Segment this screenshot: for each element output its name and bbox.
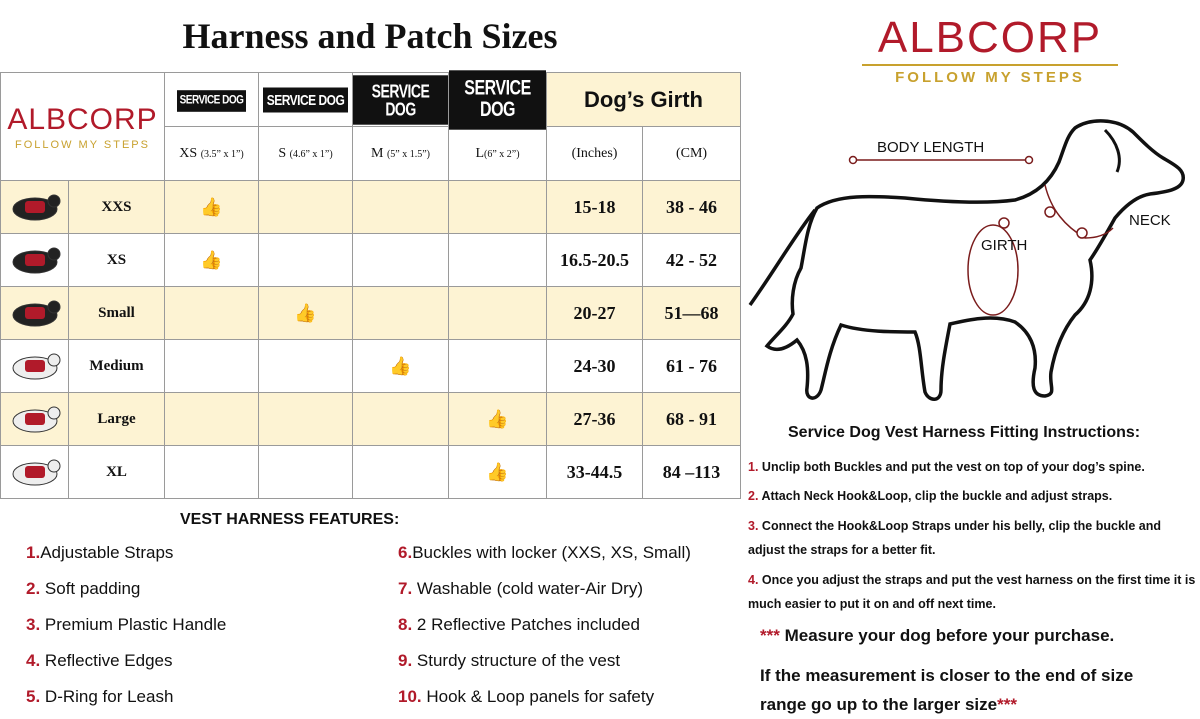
- measure-warning: [760, 626, 1114, 646]
- table-row: [1, 287, 741, 340]
- instructions-title: Service Dog Vest Harness Fitting Instructions:: [788, 424, 1141, 441]
- body-length-label: BODY LENGTH: [877, 139, 985, 156]
- feature-number: 4.: [26, 651, 41, 670]
- girth-ring: [999, 218, 1009, 228]
- girth-inches: 33-44.5: [547, 446, 643, 499]
- patch-empty-cell: [353, 181, 449, 234]
- feature-item: [26, 615, 226, 635]
- table-logo-name: ALBCORP: [7, 102, 158, 136]
- step-number: 2.: [748, 489, 759, 503]
- brand-logo: [860, 12, 1120, 86]
- instruction-step: [748, 514, 1198, 562]
- unit-cm: (CM): [643, 127, 741, 181]
- patch-empty-cell: [449, 287, 547, 340]
- size-label: XL: [69, 446, 165, 499]
- harness-thumbnail-image: [7, 187, 63, 227]
- brand-name: ALBCORP: [877, 13, 1103, 62]
- girth-cm: 68 - 91: [643, 393, 741, 446]
- dog-thumbnail: [1, 234, 69, 287]
- patch-fit-cell: [449, 446, 547, 499]
- patch-empty-cell: [259, 340, 353, 393]
- instruction-step: [748, 568, 1198, 616]
- girth-inches: 24-30: [547, 340, 643, 393]
- brand-tagline: FOLLOW MY STEPS: [895, 69, 1085, 86]
- instruction-step: [748, 455, 1198, 479]
- table-row: [1, 446, 741, 499]
- feature-text: Premium Plastic Handle: [40, 615, 227, 634]
- size-label: Small: [69, 287, 165, 340]
- feature-text: Adjustable Straps: [40, 543, 174, 562]
- patch-empty-cell: [165, 287, 259, 340]
- harness-thumbnail-image: [7, 346, 63, 386]
- girth-cm: 42 - 52: [643, 234, 741, 287]
- patch-fit-cell: [165, 234, 259, 287]
- girth-inches: 15-18: [547, 181, 643, 234]
- col-xs-name: XS: [179, 145, 198, 161]
- dog-thumbnail: [1, 287, 69, 340]
- feature-text: D-Ring for Leash: [40, 687, 174, 706]
- feature-item: [398, 579, 643, 599]
- feature-number: 10.: [398, 687, 422, 706]
- size-label: Large: [69, 393, 165, 446]
- thumbs-up-icon: 👍: [200, 249, 223, 270]
- patch-empty-cell: [259, 393, 353, 446]
- body-length-start-ring: [850, 157, 857, 164]
- patch-l: [449, 73, 547, 127]
- dog-ear: [1105, 130, 1119, 172]
- size-table: [0, 72, 741, 499]
- col-s-dims: (4.6” x 1”): [289, 148, 333, 160]
- thumbs-up-icon: 👍: [389, 355, 412, 376]
- harness-thumbnail-image: [7, 452, 63, 492]
- col-l-dims: (6” x 2”): [484, 148, 520, 160]
- feature-item: [398, 651, 620, 671]
- feature-number: 8.: [398, 615, 413, 634]
- thumbs-up-icon: 👍: [294, 302, 317, 323]
- patch-fit-cell: [449, 393, 547, 446]
- feature-number: 2.: [26, 579, 41, 598]
- feature-text: Soft padding: [40, 579, 141, 598]
- col-s-header: [259, 127, 353, 181]
- patch-empty-cell: [165, 446, 259, 499]
- patch-s: [259, 73, 353, 127]
- note-stars: ***: [997, 695, 1017, 714]
- neck-ring-2: [1077, 228, 1087, 238]
- feature-text: Reflective Edges: [40, 651, 173, 670]
- dog-thumbnail: [1, 446, 69, 499]
- feature-item: [26, 543, 173, 563]
- thumbs-up-icon: 👍: [486, 461, 509, 482]
- feature-number: 1.: [26, 543, 41, 562]
- table-row: [1, 181, 741, 234]
- feature-item: [26, 579, 140, 599]
- feature-number: 9.: [398, 651, 413, 670]
- neck-ring-1: [1045, 207, 1055, 217]
- patch-empty-cell: [353, 287, 449, 340]
- feature-item: [398, 687, 654, 707]
- patch-m: [353, 73, 449, 127]
- dog-thumbnail: [1, 181, 69, 234]
- dog-outline: [767, 121, 1183, 399]
- col-xs-header: [165, 127, 259, 181]
- warning-stars: ***: [760, 626, 780, 645]
- patch-fit-cell: [259, 287, 353, 340]
- col-m-dims: (5” x 1.5”): [386, 148, 431, 160]
- patch-empty-cell: [353, 446, 449, 499]
- patch-m-label: SERVICE DOG: [353, 75, 448, 124]
- col-m-header: [353, 127, 449, 181]
- feature-number: 6.: [398, 543, 413, 562]
- step-number: 1.: [748, 460, 759, 474]
- step-number: 3.: [748, 519, 759, 533]
- dog-measurement-diagram: [745, 110, 1200, 415]
- unit-inches: (Inches): [547, 127, 643, 181]
- patch-xs: [165, 73, 259, 127]
- table-row: [1, 234, 741, 287]
- features-title: VEST HARNESS FEATURES:: [180, 511, 400, 528]
- table-title: Harness and Patch Sizes: [182, 16, 558, 56]
- col-l-name: L: [475, 145, 485, 161]
- patch-l-label: SERVICE DOG: [449, 70, 546, 129]
- patch-empty-cell: [449, 181, 547, 234]
- step-text: Attach Neck Hook&Loop, clip the buckle and adjust straps.: [758, 489, 1113, 503]
- feature-number: 3.: [26, 615, 41, 634]
- col-xs-dims: (3.5” x 1”): [200, 148, 244, 160]
- patch-empty-cell: [259, 446, 353, 499]
- girth-cm: 51—68: [643, 287, 741, 340]
- feature-text: Hook & Loop panels for safety: [421, 687, 655, 706]
- note-text: If the measurement is closer to the end of size range go up to the larger size: [760, 666, 1134, 714]
- harness-thumbnail-image: [7, 293, 63, 333]
- feature-text: Washable (cold water-Air Dry): [412, 579, 643, 598]
- table-logo-tagline: FOLLOW MY STEPS: [15, 138, 150, 151]
- harness-thumbnail-image: [7, 399, 63, 439]
- step-text: Unclip both Buckles and put the vest on top of your dog’s spine.: [758, 460, 1145, 474]
- feature-text: Sturdy structure of the vest: [412, 651, 621, 670]
- dog-thumbnail: [1, 393, 69, 446]
- patch-xs-label: SERVICE DOG: [177, 90, 247, 112]
- feature-number: 5.: [26, 687, 41, 706]
- patch-empty-cell: [259, 181, 353, 234]
- girth-label: GIRTH: [981, 237, 1028, 254]
- step-text: Connect the Hook&Loop Straps under his belly, clip the buckle and adjust the straps for a better fit.: [748, 519, 1162, 557]
- girth-inches: 27-36: [547, 393, 643, 446]
- step-text: Once you adjust the straps and put the vest harness on the first time it is much easier to put it on and off next time.: [748, 573, 1196, 611]
- table-row: [1, 340, 741, 393]
- size-note: [760, 661, 1180, 719]
- thumbs-up-icon: 👍: [486, 408, 509, 429]
- size-label: XS: [69, 234, 165, 287]
- warning-text: Measure your dog before your purchase.: [779, 626, 1115, 645]
- patch-empty-cell: [449, 340, 547, 393]
- patch-fit-cell: [353, 340, 449, 393]
- size-label: Medium: [69, 340, 165, 393]
- feature-item: [26, 687, 173, 707]
- feature-item: [398, 615, 640, 635]
- feature-number: 7.: [398, 579, 413, 598]
- brand-rule: [862, 64, 1118, 66]
- patch-empty-cell: [259, 234, 353, 287]
- patch-empty-cell: [449, 234, 547, 287]
- neck-label: NECK: [1129, 212, 1171, 229]
- feature-item: [398, 543, 691, 563]
- dog-thumbnail: [1, 340, 69, 393]
- feature-text: Buckles with locker (XXS, XS, Small): [412, 543, 691, 562]
- girth-cm: 61 - 76: [643, 340, 741, 393]
- patch-s-label: SERVICE DOG: [263, 87, 349, 112]
- patch-fit-cell: [165, 181, 259, 234]
- col-m-name: M: [371, 145, 384, 161]
- dog-tail: [750, 210, 815, 305]
- girth-cm: 84 –113: [643, 446, 741, 499]
- girth-header: Dog’s Girth: [547, 73, 741, 127]
- table-row: [1, 393, 741, 446]
- size-label: XXS: [69, 181, 165, 234]
- girth-inches: 20-27: [547, 287, 643, 340]
- body-length-end-ring: [1026, 157, 1033, 164]
- col-l-header: [449, 127, 547, 181]
- patch-empty-cell: [165, 393, 259, 446]
- patch-empty-cell: [165, 340, 259, 393]
- girth-cm: 38 - 46: [643, 181, 741, 234]
- patch-empty-cell: [353, 393, 449, 446]
- feature-item: [26, 651, 172, 671]
- thumbs-up-icon: 👍: [200, 196, 223, 217]
- table-logo: [1, 73, 165, 181]
- instruction-step: [748, 484, 1198, 508]
- feature-text: 2 Reflective Patches included: [412, 615, 640, 634]
- girth-inches: 16.5-20.5: [547, 234, 643, 287]
- step-number: 4.: [748, 573, 759, 587]
- patch-empty-cell: [353, 234, 449, 287]
- harness-thumbnail-image: [7, 240, 63, 280]
- col-s-name: S: [278, 145, 287, 161]
